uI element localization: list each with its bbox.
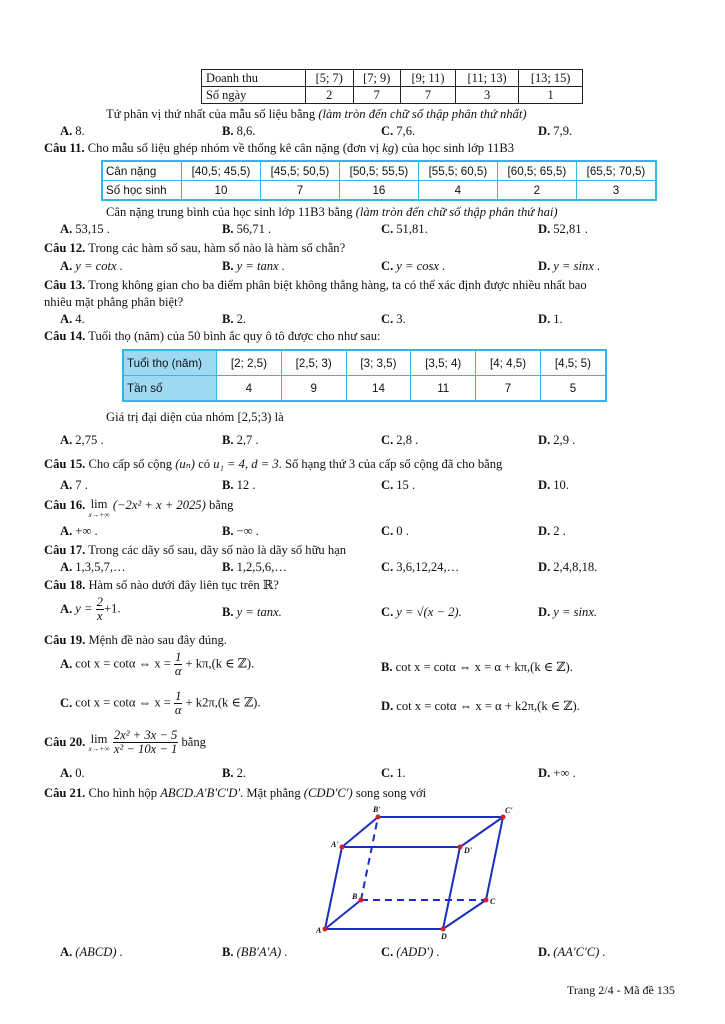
q17-option-c[interactable]: C. 3,6,12,24,… [381, 560, 460, 574]
vertex-a1 [340, 845, 345, 850]
q16-option-d[interactable]: D. 2 . [538, 524, 566, 538]
q20-option-a[interactable]: A. 0. [60, 766, 85, 780]
table-cell: 3 [456, 87, 519, 104]
revenue-table [201, 69, 583, 104]
q17-stem: Câu 17. Trong các dãy số sau, dãy số nào là dãy số hữu hạn [44, 543, 347, 557]
q19-option-c[interactable]: C. cot x = cotα ⇔ x = $\frac{1}{\alpha}$ + k2π,(k ∈ ℤ). [60, 689, 261, 718]
table-row-label: Số ngày [202, 87, 306, 104]
q20-stem: Câu 20. lim x→+∞ $\frac{\text{2x² + 3x − 5}}{\text{x² − 10x − 1}}$ bằng [44, 728, 206, 757]
page-footer: Trang 2/4 - Mã đề 135 [567, 983, 675, 997]
q14-option-c[interactable]: C. 2,8 . [381, 433, 419, 447]
q14-option-a[interactable]: A. 2,75 . [60, 433, 104, 447]
q11-option-a[interactable]: A. 53,15 . [60, 222, 110, 236]
q13-option-a[interactable]: A. 4. [60, 312, 85, 326]
table-cell: [3; 3,5) [346, 350, 411, 376]
q18-option-b[interactable]: B. y = tanx. [222, 605, 282, 619]
edge-cc1 [486, 817, 503, 900]
q15-option-c[interactable]: C. 15 . [381, 478, 416, 492]
q14-option-d[interactable]: D. 2,9 . [538, 433, 576, 447]
edge-c1d1 [460, 817, 503, 847]
q10-option-d[interactable]: D. 7,9. [538, 124, 573, 138]
q11-option-d[interactable]: D. 52,81 . [538, 222, 588, 236]
label-d1: D' [464, 846, 472, 855]
table-row-label: Doanh thu [202, 70, 306, 87]
q21-option-d[interactable]: D. (AA′C′C) . [538, 945, 606, 959]
q18-option-a[interactable]: A. y = $\frac{2}{x}$ +1. [60, 595, 121, 624]
q14-stem: Câu 14. Tuổi thọ (năm) của 50 bình ắc quy ô tô được cho như sau: [44, 329, 381, 343]
q20-option-d[interactable]: D. +∞ . [538, 766, 576, 780]
label-a: A [316, 926, 322, 935]
q16-option-b[interactable]: B. −∞ . [222, 524, 259, 538]
q12-option-c[interactable]: C. y = cosx . [381, 259, 446, 273]
table-cell: [9; 11) [401, 70, 456, 87]
q19-option-a[interactable]: A. cot x = cotα ⇔ x = $\frac{1}{\alpha}$ + kπ,(k ∈ ℤ). [60, 650, 255, 679]
table-cell: 4 [418, 181, 497, 201]
q18-stem: Câu 18. Hàm số nào dưới đây liên tục trên ℝ? [44, 578, 279, 592]
table-cell: 7 [353, 87, 401, 104]
q16-option-c[interactable]: C. 0 . [381, 524, 409, 538]
table-cell: [7; 9) [353, 70, 401, 87]
q15-option-b[interactable]: B. 12 . [222, 478, 256, 492]
weight-table [101, 160, 657, 201]
edge-bb1-hidden [361, 817, 378, 900]
table-row-label: Số học sinh [102, 181, 182, 201]
q16-stem: Câu 16. lim x→+∞ (−2x² + x + 2025) bằng [44, 497, 234, 519]
table-cell: [55,5; 60,5) [418, 161, 497, 181]
q10-option-c[interactable]: C. 7,6. [381, 124, 416, 138]
label-c1: C' [505, 806, 513, 815]
label-a1: A' [331, 840, 339, 849]
q13-option-c[interactable]: C. 3. [381, 312, 406, 326]
table-cell: 2 [306, 87, 354, 104]
q13-stem-line2: nhiêu mặt phẳng phân biệt? [44, 295, 184, 309]
q12-stem: Câu 12. Trong các hàm số sau, hàm số nào là hàm số chẵn? [44, 241, 346, 255]
table-cell: 3 [576, 181, 656, 201]
table-cell: 5 [540, 376, 606, 402]
q10-prompt: Tứ phân vị thứ nhất của mẫu số liệu bằng (làm tròn đến chữ số thập phân thứ nhất) [106, 107, 527, 121]
q21-option-a[interactable]: A. (ABCD) . [60, 945, 123, 959]
edge-a1b1 [342, 817, 378, 847]
table-cell: 4 [217, 376, 282, 402]
table-row-label: Tuổi thọ (năm) [123, 350, 217, 376]
q20-option-b[interactable]: B. 2. [222, 766, 247, 780]
edge-dd1 [443, 847, 460, 929]
table-cell: [13; 15) [519, 70, 583, 87]
q19-stem: Câu 19. Mệnh đề nào sau đây đúng. [44, 633, 227, 647]
table-cell: [3,5; 4) [411, 350, 476, 376]
vertex-b [359, 898, 364, 903]
table-cell: 10 [182, 181, 261, 201]
table-cell: 16 [339, 181, 418, 201]
q12-option-b[interactable]: B. y = tanx . [222, 259, 285, 273]
q18-option-d[interactable]: D. y = sinx. [538, 605, 598, 619]
q15-option-d[interactable]: D. 10. [538, 478, 569, 492]
table-cell: [4; 4,5) [476, 350, 541, 376]
edge-dc [443, 900, 486, 929]
table-cell: [45,5; 50,5) [260, 161, 339, 181]
table-cell: [65,5; 70,5) [576, 161, 656, 181]
table-cell: 7 [476, 376, 541, 402]
vertex-d [441, 927, 446, 932]
q21-option-b[interactable]: B. (BB′A′A) . [222, 945, 288, 959]
q10-option-a[interactable]: A. 8. [60, 124, 85, 138]
vertex-c1 [501, 815, 506, 820]
table-cell: 7 [260, 181, 339, 201]
q19-option-d[interactable]: D. cot x = cotα ⇔ x = α + k2π,(k ∈ ℤ). [381, 699, 580, 713]
q15-stem: Câu 15. Cho cấp số cộng (uₙ) có u₁ = 4, d = 3. Số hạng thứ 3 của cấp số cộng đã cho bằng [44, 457, 503, 471]
table-cell: [2; 2,5) [217, 350, 282, 376]
q11-option-b[interactable]: B. 56,71 . [222, 222, 272, 236]
q13-option-b[interactable]: B. 2. [222, 312, 247, 326]
table-cell: [11; 13) [456, 70, 519, 87]
table-cell: 7 [401, 87, 456, 104]
label-c: C [490, 897, 496, 906]
label-d: D [441, 932, 447, 941]
vertex-c [484, 898, 489, 903]
table-cell: 14 [346, 376, 411, 402]
table-cell: [2,5; 3) [281, 350, 346, 376]
q14-prompt: Giá trị đại diện của nhóm [2,5;3) là [106, 410, 284, 424]
q12-option-d[interactable]: D. y = sinx . [538, 259, 601, 273]
vertex-a [323, 927, 328, 932]
table-cell: [50,5; 55,5) [339, 161, 418, 181]
q13-option-d[interactable]: D. 1. [538, 312, 563, 326]
edge-ab [325, 900, 361, 929]
q14-option-b[interactable]: B. 2,7 . [222, 433, 259, 447]
table-cell: [4,5; 5) [540, 350, 606, 376]
q17-option-d[interactable]: D. 2,4,8,18. [538, 560, 598, 574]
edge-aa1 [325, 847, 342, 929]
q15-option-a[interactable]: A. 7 . [60, 478, 88, 492]
q21-option-c[interactable]: C. (ADD′) . [381, 945, 440, 959]
table-cell: [5; 7) [306, 70, 354, 87]
q17-option-a[interactable]: A. 1,3,5,7,… [60, 560, 126, 574]
label-b1: B' [373, 805, 381, 814]
battery-life-table [122, 349, 607, 402]
table-cell: [60,5; 65,5) [497, 161, 576, 181]
q11-option-c[interactable]: C. 51,81. [381, 222, 428, 236]
table-cell: 11 [411, 376, 476, 402]
q20-option-c[interactable]: C. 1. [381, 766, 406, 780]
label-b: B [352, 892, 358, 901]
q16-option-a[interactable]: A. +∞ . [60, 524, 98, 538]
table-cell: [40,5; 45,5) [182, 161, 261, 181]
q17-option-b[interactable]: B. 1,2,5,6,… [222, 560, 287, 574]
q10-option-b[interactable]: B. 8,6. [222, 124, 256, 138]
table-row-label: Cân nặng [102, 161, 182, 181]
q21-stem: Câu 21. Cho hình hộp ABCD.A′B′C′D′. Mặt phẳng (CDD′C′) song song với [44, 786, 427, 800]
vertex-d1 [458, 845, 463, 850]
vertex-b1 [376, 815, 381, 820]
table-cell: 9 [281, 376, 346, 402]
table-cell: 2 [497, 181, 576, 201]
q19-option-b[interactable]: B. cot x = cotα ⇔ x = α + kπ,(k ∈ ℤ). [381, 660, 573, 674]
q12-option-a[interactable]: A. y = cotx . [60, 259, 123, 273]
table-row-label: Tần số [123, 376, 217, 402]
q18-option-c[interactable]: C. y = √(x − 2). [381, 605, 462, 619]
q11-stem: Câu 11. Cho mẫu số liệu ghép nhóm về thống kê cân nặng (đơn vị kg) của học sinh lớp 11B3 [44, 141, 515, 155]
table-cell: 1 [519, 87, 583, 104]
q13-stem: Câu 13. Trong không gian cho ba điểm phân biệt không thẳng hàng, ta có thể xác định được nhiều nhất bao [44, 278, 587, 292]
q11-prompt: Cân nặng trung bình của học sinh lớp 11B3 bằng (làm tròn đến chữ số thập phân thứ hai) [106, 205, 558, 219]
